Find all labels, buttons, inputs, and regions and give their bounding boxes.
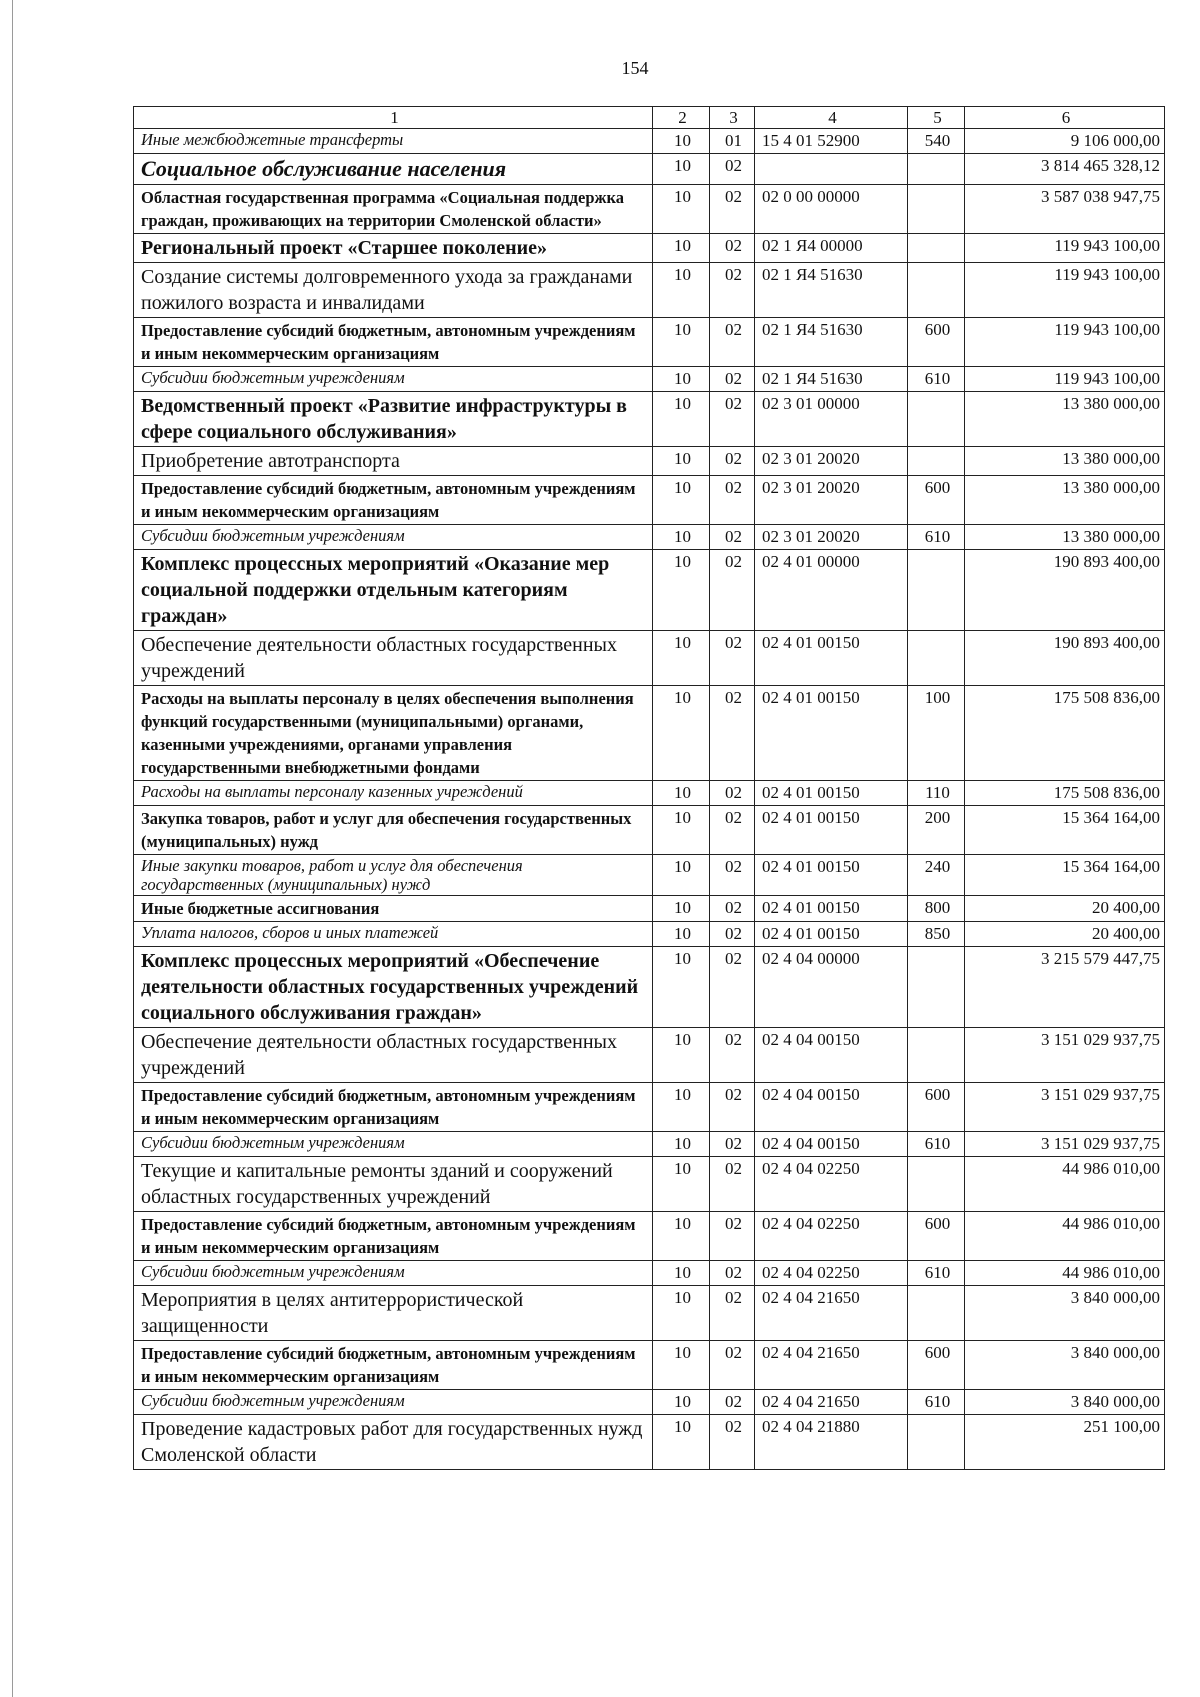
- row-name: Предоставление субсидий бюджетным, автономным учреждениям и иным некоммерческим организациям: [134, 476, 653, 525]
- row-subsection: 02: [710, 550, 755, 631]
- row-amount: 3 151 029 937,75: [965, 1028, 1165, 1083]
- row-section: 10: [653, 781, 710, 806]
- row-subsection: 02: [710, 1028, 755, 1083]
- column-header-subsection: 3: [710, 107, 755, 129]
- budget-table: [133, 106, 1165, 1470]
- row-target-code: 02 4 04 21650: [755, 1390, 908, 1415]
- row-expense-type: 610: [908, 1132, 965, 1157]
- row-target-code: 02 4 01 00150: [755, 855, 908, 896]
- table-row: [134, 1390, 1165, 1415]
- row-subsection: 02: [710, 947, 755, 1028]
- row-name: Создание системы долговременного ухода за гражданами пожилого возраста и инвалидами: [134, 263, 653, 318]
- row-section: 10: [653, 1132, 710, 1157]
- row-subsection: 02: [710, 476, 755, 525]
- table-row: [134, 154, 1165, 185]
- row-subsection: 02: [710, 806, 755, 855]
- row-name: Областная государственная программа «Социальная поддержка граждан, проживающих на территории Смоленской области»: [134, 185, 653, 234]
- table-row: [134, 1212, 1165, 1261]
- row-target-code: 02 3 01 20020: [755, 525, 908, 550]
- row-name: Субсидии бюджетным учреждениям: [134, 1261, 653, 1286]
- row-subsection: 02: [710, 686, 755, 781]
- row-name: Субсидии бюджетным учреждениям: [134, 1132, 653, 1157]
- table-row: [134, 922, 1165, 947]
- row-amount: 3 814 465 328,12: [965, 154, 1165, 185]
- row-name: Ведомственный проект «Развитие инфраструктуры в сфере социального обслуживания»: [134, 392, 653, 447]
- row-amount: 3 215 579 447,75: [965, 947, 1165, 1028]
- row-subsection: 02: [710, 234, 755, 263]
- row-expense-type: [908, 154, 965, 185]
- row-amount: 3 151 029 937,75: [965, 1083, 1165, 1132]
- row-target-code: 02 4 04 00150: [755, 1028, 908, 1083]
- table-row: [134, 185, 1165, 234]
- row-subsection: 02: [710, 1415, 755, 1470]
- row-subsection: 02: [710, 781, 755, 806]
- row-amount: 20 400,00: [965, 896, 1165, 922]
- row-name: Проведение кадастровых работ для государственных нужд Смоленской области: [134, 1415, 653, 1470]
- row-amount: 15 364 164,00: [965, 855, 1165, 896]
- row-target-code: 02 4 04 00150: [755, 1132, 908, 1157]
- table-row: [134, 1157, 1165, 1212]
- row-subsection: 02: [710, 1286, 755, 1341]
- row-subsection: 02: [710, 896, 755, 922]
- row-name: Комплекс процессных мероприятий «Обеспечение деятельности областных государственных учреждений социального обслуживания граждан»: [134, 947, 653, 1028]
- row-name: Расходы на выплаты персоналу казенных учреждений: [134, 781, 653, 806]
- row-section: 10: [653, 550, 710, 631]
- row-section: 10: [653, 525, 710, 550]
- row-target-code: 02 4 04 00000: [755, 947, 908, 1028]
- row-expense-type: [908, 631, 965, 686]
- row-amount: 3 840 000,00: [965, 1390, 1165, 1415]
- table-row: [134, 447, 1165, 476]
- row-amount: 44 986 010,00: [965, 1157, 1165, 1212]
- table-row: [134, 1028, 1165, 1083]
- row-name: Мероприятия в целях антитеррористической защищенности: [134, 1286, 653, 1341]
- row-section: 10: [653, 185, 710, 234]
- table-row: [134, 392, 1165, 447]
- row-expense-type: 600: [908, 1341, 965, 1390]
- row-amount: 15 364 164,00: [965, 806, 1165, 855]
- row-section: 10: [653, 1341, 710, 1390]
- row-subsection: 02: [710, 318, 755, 367]
- table-row: [134, 1132, 1165, 1157]
- row-subsection: 02: [710, 1261, 755, 1286]
- row-name: Уплата налогов, сборов и иных платежей: [134, 922, 653, 947]
- row-target-code: 02 4 01 00150: [755, 781, 908, 806]
- row-expense-type: 540: [908, 129, 965, 154]
- row-target-code: 02 3 01 20020: [755, 447, 908, 476]
- row-section: 10: [653, 234, 710, 263]
- row-name: Иные бюджетные ассигнования: [134, 896, 653, 922]
- row-expense-type: 610: [908, 367, 965, 392]
- table-row: [134, 781, 1165, 806]
- row-name: Социальное обслуживание населения: [134, 154, 653, 185]
- row-subsection: 02: [710, 392, 755, 447]
- row-amount: 3 151 029 937,75: [965, 1132, 1165, 1157]
- row-subsection: 02: [710, 1212, 755, 1261]
- row-amount: 175 508 836,00: [965, 781, 1165, 806]
- row-section: 10: [653, 922, 710, 947]
- row-subsection: 02: [710, 1132, 755, 1157]
- row-name: Предоставление субсидий бюджетным, автономным учреждениям и иным некоммерческим организациям: [134, 1341, 653, 1390]
- row-name: Предоставление субсидий бюджетным, автономным учреждениям и иным некоммерческим организациям: [134, 318, 653, 367]
- row-section: 10: [653, 1390, 710, 1415]
- row-expense-type: 600: [908, 476, 965, 525]
- row-target-code: 02 4 01 00150: [755, 922, 908, 947]
- row-section: 10: [653, 855, 710, 896]
- table-row: [134, 367, 1165, 392]
- row-amount: 119 943 100,00: [965, 234, 1165, 263]
- row-subsection: 02: [710, 1341, 755, 1390]
- row-section: 10: [653, 1157, 710, 1212]
- row-target-code: 02 4 04 02250: [755, 1212, 908, 1261]
- row-section: 10: [653, 367, 710, 392]
- row-expense-type: [908, 550, 965, 631]
- row-amount: 13 380 000,00: [965, 525, 1165, 550]
- row-name: Иные межбюджетные трансферты: [134, 129, 653, 154]
- row-subsection: 02: [710, 525, 755, 550]
- row-section: 10: [653, 318, 710, 367]
- row-expense-type: [908, 185, 965, 234]
- table-row: [134, 1261, 1165, 1286]
- table-header-row: [134, 107, 1165, 129]
- row-name: Субсидии бюджетным учреждениям: [134, 367, 653, 392]
- row-target-code: 02 4 01 00150: [755, 806, 908, 855]
- row-expense-type: 100: [908, 686, 965, 781]
- row-name: Текущие и капитальные ремонты зданий и сооружений областных государственных учреждений: [134, 1157, 653, 1212]
- row-expense-type: 800: [908, 896, 965, 922]
- row-target-code: 02 4 01 00150: [755, 686, 908, 781]
- row-subsection: 02: [710, 631, 755, 686]
- column-header-target-code: 4: [755, 107, 908, 129]
- row-expense-type: [908, 392, 965, 447]
- row-expense-type: 600: [908, 1083, 965, 1132]
- row-subsection: 02: [710, 367, 755, 392]
- row-expense-type: [908, 263, 965, 318]
- row-expense-type: 610: [908, 1390, 965, 1415]
- row-section: 10: [653, 447, 710, 476]
- row-subsection: 01: [710, 129, 755, 154]
- row-expense-type: 240: [908, 855, 965, 896]
- row-expense-type: 600: [908, 318, 965, 367]
- table-row: [134, 476, 1165, 525]
- row-target-code: 02 4 01 00150: [755, 631, 908, 686]
- column-header-expense-type: 5: [908, 107, 965, 129]
- row-target-code: 02 4 04 21650: [755, 1286, 908, 1341]
- table-row: [134, 129, 1165, 154]
- row-name: Субсидии бюджетным учреждениям: [134, 1390, 653, 1415]
- row-amount: 13 380 000,00: [965, 476, 1165, 525]
- row-target-code: 15 4 01 52900: [755, 129, 908, 154]
- row-amount: 13 380 000,00: [965, 392, 1165, 447]
- row-amount: 190 893 400,00: [965, 631, 1165, 686]
- row-expense-type: 610: [908, 525, 965, 550]
- row-amount: 13 380 000,00: [965, 447, 1165, 476]
- row-target-code: 02 4 01 00000: [755, 550, 908, 631]
- row-name: Региональный проект «Старшее поколение»: [134, 234, 653, 263]
- row-subsection: 02: [710, 855, 755, 896]
- row-name: Предоставление субсидий бюджетным, автономным учреждениям и иным некоммерческим организациям: [134, 1212, 653, 1261]
- row-target-code: 02 1 Я4 00000: [755, 234, 908, 263]
- row-subsection: 02: [710, 185, 755, 234]
- row-section: 10: [653, 154, 710, 185]
- row-target-code: 02 4 04 02250: [755, 1157, 908, 1212]
- row-name: Предоставление субсидий бюджетным, автономным учреждениям и иным некоммерческим организациям: [134, 1083, 653, 1132]
- row-target-code: 02 1 Я4 51630: [755, 263, 908, 318]
- scan-margin-line: [12, 0, 13, 1697]
- table-row: [134, 1341, 1165, 1390]
- row-target-code: [755, 154, 908, 185]
- column-header-amount: 6: [965, 107, 1165, 129]
- row-amount: 3 587 038 947,75: [965, 185, 1165, 234]
- row-target-code: 02 3 01 00000: [755, 392, 908, 447]
- row-expense-type: 110: [908, 781, 965, 806]
- row-expense-type: [908, 1028, 965, 1083]
- row-section: 10: [653, 263, 710, 318]
- row-name: Иные закупки товаров, работ и услуг для обеспечения государственных (муниципальных) нужд: [134, 855, 653, 896]
- table-row: [134, 806, 1165, 855]
- row-section: 10: [653, 1286, 710, 1341]
- row-expense-type: 200: [908, 806, 965, 855]
- row-name: Субсидии бюджетным учреждениям: [134, 525, 653, 550]
- row-target-code: 02 3 01 20020: [755, 476, 908, 525]
- row-name: Обеспечение деятельности областных государственных учреждений: [134, 1028, 653, 1083]
- row-name: Закупка товаров, работ и услуг для обеспечения государственных (муниципальных) нужд: [134, 806, 653, 855]
- row-expense-type: [908, 947, 965, 1028]
- row-section: 10: [653, 806, 710, 855]
- row-expense-type: [908, 1157, 965, 1212]
- row-subsection: 02: [710, 447, 755, 476]
- row-name: Обеспечение деятельности областных государственных учреждений: [134, 631, 653, 686]
- row-subsection: 02: [710, 263, 755, 318]
- table-row: [134, 525, 1165, 550]
- row-target-code: 02 4 04 21650: [755, 1341, 908, 1390]
- row-target-code: 02 4 04 21880: [755, 1415, 908, 1470]
- row-section: 10: [653, 631, 710, 686]
- table-row: [134, 1286, 1165, 1341]
- table-row: [134, 550, 1165, 631]
- row-subsection: 02: [710, 922, 755, 947]
- row-section: 10: [653, 1415, 710, 1470]
- row-section: 10: [653, 1212, 710, 1261]
- row-subsection: 02: [710, 1157, 755, 1212]
- row-section: 10: [653, 129, 710, 154]
- row-target-code: 02 1 Я4 51630: [755, 318, 908, 367]
- table-row: [134, 896, 1165, 922]
- row-subsection: 02: [710, 1390, 755, 1415]
- table-row: [134, 631, 1165, 686]
- row-amount: 44 986 010,00: [965, 1212, 1165, 1261]
- row-expense-type: [908, 1415, 965, 1470]
- row-subsection: 02: [710, 1083, 755, 1132]
- row-section: 10: [653, 896, 710, 922]
- column-header-section: 2: [653, 107, 710, 129]
- row-amount: 3 840 000,00: [965, 1341, 1165, 1390]
- row-section: 10: [653, 947, 710, 1028]
- table-row: [134, 1415, 1165, 1470]
- row-subsection: 02: [710, 154, 755, 185]
- table-row: [134, 686, 1165, 781]
- row-target-code: 02 0 00 00000: [755, 185, 908, 234]
- page-number: 154: [621, 58, 649, 78]
- row-target-code: 02 4 04 02250: [755, 1261, 908, 1286]
- row-name: Приобретение автотранспорта: [134, 447, 653, 476]
- row-section: 10: [653, 686, 710, 781]
- row-amount: 119 943 100,00: [965, 318, 1165, 367]
- row-target-code: 02 1 Я4 51630: [755, 367, 908, 392]
- table-row: [134, 1083, 1165, 1132]
- row-name: Расходы на выплаты персоналу в целях обеспечения выполнения функций государственными (муниципальными) органами, казенными учреждениями, органами управления государственными внебюджетными фондами: [134, 686, 653, 781]
- row-amount: 119 943 100,00: [965, 263, 1165, 318]
- row-amount: 175 508 836,00: [965, 686, 1165, 781]
- row-section: 10: [653, 1261, 710, 1286]
- row-expense-type: [908, 1286, 965, 1341]
- row-name: Комплекс процессных мероприятий «Оказание мер социальной поддержки отдельным категориям граждан»: [134, 550, 653, 631]
- row-section: 10: [653, 1083, 710, 1132]
- row-section: 10: [653, 1028, 710, 1083]
- row-expense-type: 610: [908, 1261, 965, 1286]
- row-expense-type: [908, 447, 965, 476]
- row-amount: 44 986 010,00: [965, 1261, 1165, 1286]
- row-target-code: 02 4 04 00150: [755, 1083, 908, 1132]
- row-amount: 119 943 100,00: [965, 367, 1165, 392]
- row-section: 10: [653, 392, 710, 447]
- table-row: [134, 234, 1165, 263]
- table-row: [134, 855, 1165, 896]
- column-header-name: 1: [134, 107, 653, 129]
- row-expense-type: [908, 234, 965, 263]
- table-row: [134, 318, 1165, 367]
- row-amount: 251 100,00: [965, 1415, 1165, 1470]
- row-expense-type: 600: [908, 1212, 965, 1261]
- table-row: [134, 263, 1165, 318]
- row-amount: 20 400,00: [965, 922, 1165, 947]
- row-expense-type: 850: [908, 922, 965, 947]
- table-body: [134, 129, 1165, 1470]
- table-row: [134, 947, 1165, 1028]
- row-amount: 9 106 000,00: [965, 129, 1165, 154]
- row-amount: 190 893 400,00: [965, 550, 1165, 631]
- row-amount: 3 840 000,00: [965, 1286, 1165, 1341]
- row-section: 10: [653, 476, 710, 525]
- row-target-code: 02 4 01 00150: [755, 896, 908, 922]
